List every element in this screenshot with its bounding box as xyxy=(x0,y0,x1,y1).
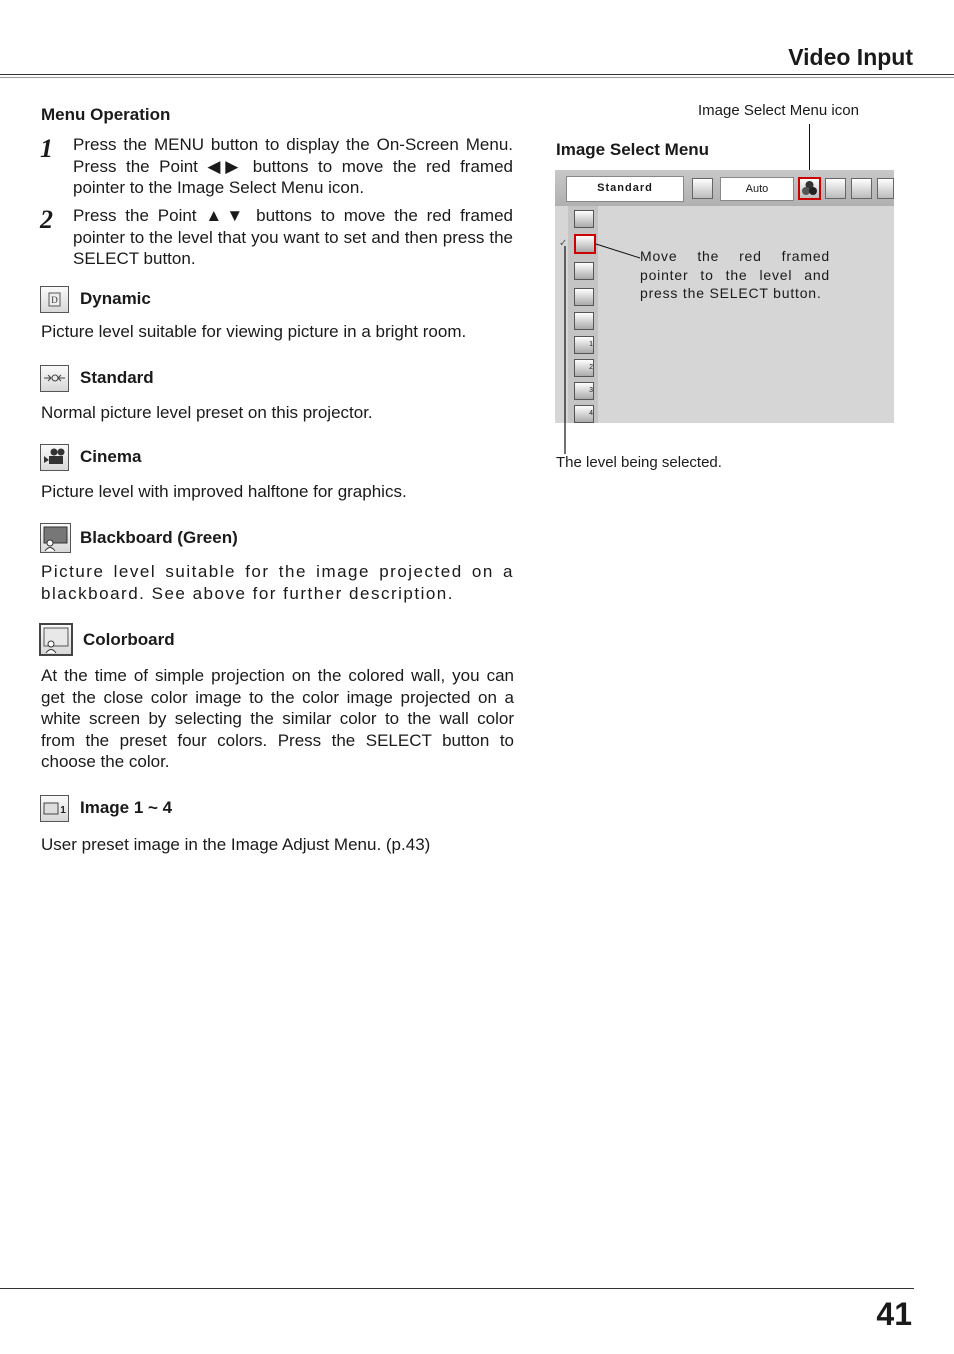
standard-icon xyxy=(40,365,69,392)
colorboard-icon xyxy=(39,623,73,656)
menu-bar-icon-3 xyxy=(825,178,846,199)
page-number: 41 xyxy=(876,1296,912,1332)
side-image-1-label: 1 xyxy=(589,341,593,348)
menu-bar-icon-1 xyxy=(692,178,713,199)
menu-bar-icon-5 xyxy=(877,178,894,199)
svg-text:1: 1 xyxy=(60,805,66,816)
image-preset-icon xyxy=(40,795,69,822)
footer-rule xyxy=(0,1288,914,1289)
dynamic-description: Picture level suitable for viewing picture in a bright room. xyxy=(41,322,467,341)
callout-move-label: Move the red framed pointer to the level and press the SELECT button. xyxy=(640,248,830,301)
blackboard-description: Picture level suitable for the image projected on a blackboard. See above for further description. xyxy=(41,562,514,603)
menu-field-standard: Standard xyxy=(566,176,684,202)
side-image-3-label: 3 xyxy=(589,387,593,394)
check-icon: ✓ xyxy=(559,238,568,249)
colorboard-title: Colorboard xyxy=(83,630,175,649)
blackboard-icon xyxy=(40,523,71,553)
dynamic-icon xyxy=(40,286,69,313)
colorboard-description: At the time of simple projection on the colored wall, you can get the close color image to the color image projected on a white screen by selecting the similar color to the wall color from the preset four colors. Press the SELECT button to choose the color. xyxy=(41,666,514,771)
svg-text:D: D xyxy=(51,295,58,305)
cinema-title: Cinema xyxy=(80,447,142,466)
side-image-2-label: 2 xyxy=(589,364,593,371)
figure-title: Image Select Menu xyxy=(556,140,710,159)
image-preset-title: Image 1 ~ 4 xyxy=(80,798,173,817)
side-dynamic-icon xyxy=(574,210,594,228)
header-rule xyxy=(0,74,954,78)
callout-line-icon xyxy=(809,124,810,176)
cinema-icon xyxy=(40,444,69,471)
menu-field-auto: Auto xyxy=(720,177,794,201)
step-2-text: Press the Point ▲▼ buttons to move the red framed pointer to the level that you want to set and then press the SELECT button. xyxy=(73,206,513,268)
image-preset-description: User preset image in the Image Adjust Menu. (p.43) xyxy=(41,835,431,854)
image-select-menu-icon xyxy=(798,177,821,200)
dynamic-title: Dynamic xyxy=(80,289,151,308)
side-image-4-label: 4 xyxy=(589,410,593,417)
step-1-text: Press the MENU button to display the On-Screen Menu. Press the Point ◀▶ buttons to move the red framed pointer to the Image Select Menu icon. xyxy=(73,135,513,197)
callout-menu-icon-label: Image Select Menu icon xyxy=(698,102,859,119)
cinema-description: Picture level with improved halftone for graphics. xyxy=(41,482,407,501)
step-1-number: 1 xyxy=(40,134,53,163)
standard-title: Standard xyxy=(80,368,154,387)
callout-level-label: The level being selected. xyxy=(556,454,722,471)
section-title: Video Input xyxy=(788,44,913,70)
blackboard-title: Blackboard (Green) xyxy=(80,528,238,547)
standard-description: Normal picture level preset on this projector. xyxy=(41,403,373,422)
step-2-number: 2 xyxy=(40,205,53,234)
menu-bar-icon-4 xyxy=(851,178,872,199)
menu-operation-heading: Menu Operation xyxy=(41,105,171,124)
